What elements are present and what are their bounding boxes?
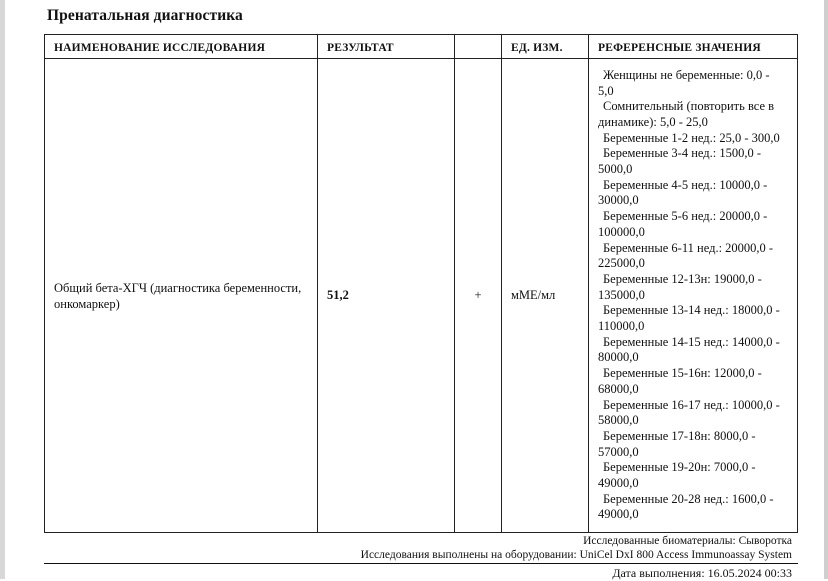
reference-item: Женщины не беременные: 0,0 - 5,0 <box>598 67 770 98</box>
header-name: НАИМЕНОВАНИЕ ИССЛЕДОВАНИЯ <box>45 35 318 59</box>
header-reference: РЕФЕРЕНСНЫЕ ЗНАЧЕНИЯ <box>589 35 798 59</box>
table-header-row <box>45 35 798 59</box>
right-edge-shadow <box>824 0 828 579</box>
table-row <box>45 59 798 533</box>
biomaterial-note: Исследованные биоматериалы: Сыворотка <box>583 535 792 547</box>
reference-item: Беременные 14-15 нед.: 14000,0 - 80000,0 <box>598 334 780 365</box>
page-title: Пренатальная диагностика <box>47 7 243 24</box>
reference-item: Беременные 1-2 нед.: 25,0 - 300,0 <box>603 130 780 145</box>
results-table <box>44 34 798 533</box>
reference-item: Беременные 5-6 нед.: 20000,0 - 100000,0 <box>598 209 768 239</box>
reference-item: Беременные 12-13н: 19000,0 - 135000,0 <box>598 271 762 302</box>
reference-item: Беременные 15-16н: 12000,0 - 68000,0 <box>598 366 762 396</box>
reference-item: Беременные 17-18н: 8000,0 - 57000,0 <box>598 428 756 459</box>
reference-item: Беременные 6-11 нед.: 20000,0 - 225000,0 <box>598 240 774 271</box>
reference-item: Сомнительный (повторить все в динамике): 5,0 - 25,0 <box>598 99 775 129</box>
header-unit: ЕД. ИЗМ. <box>502 35 589 59</box>
reference-item: Беременные 3-4 нед.: 1500,0 - 5000,0 <box>598 146 762 177</box>
left-edge-shadow <box>0 0 5 579</box>
equipment-note: Исследования выполнены на оборудовании: UniCel DxI 800 Access Immunoassay System <box>360 549 792 561</box>
reference-item: Беременные 4-5 нед.: 10000,0 - 30000,0 <box>598 177 768 208</box>
footer-divider <box>44 563 798 564</box>
test-result: 51,2 <box>318 59 455 533</box>
completion-date: Дата выполнения: 16.05.2024 00:33 <box>612 566 792 580</box>
reference-item: Беременные 13-14 нед.: 18000,0 - 110000,0 <box>598 303 780 334</box>
result-flag: + <box>455 59 502 533</box>
header-flag <box>455 35 502 59</box>
reference-values <box>589 59 798 533</box>
test-unit: мМЕ/мл <box>502 59 589 533</box>
test-name: Общий бета-ХГЧ (диагностика беременности, онкомаркер) <box>45 59 318 533</box>
reference-item: Беременные 20-28 нед.: 1600,0 - 49000,0 <box>598 491 774 522</box>
reference-item: Беременные 19-20н: 7000,0 - 49000,0 <box>598 460 756 491</box>
header-result: РЕЗУЛЬТАТ <box>318 35 455 59</box>
reference-item: Беременные 16-17 нед.: 10000,0 - 58000,0 <box>598 397 780 428</box>
